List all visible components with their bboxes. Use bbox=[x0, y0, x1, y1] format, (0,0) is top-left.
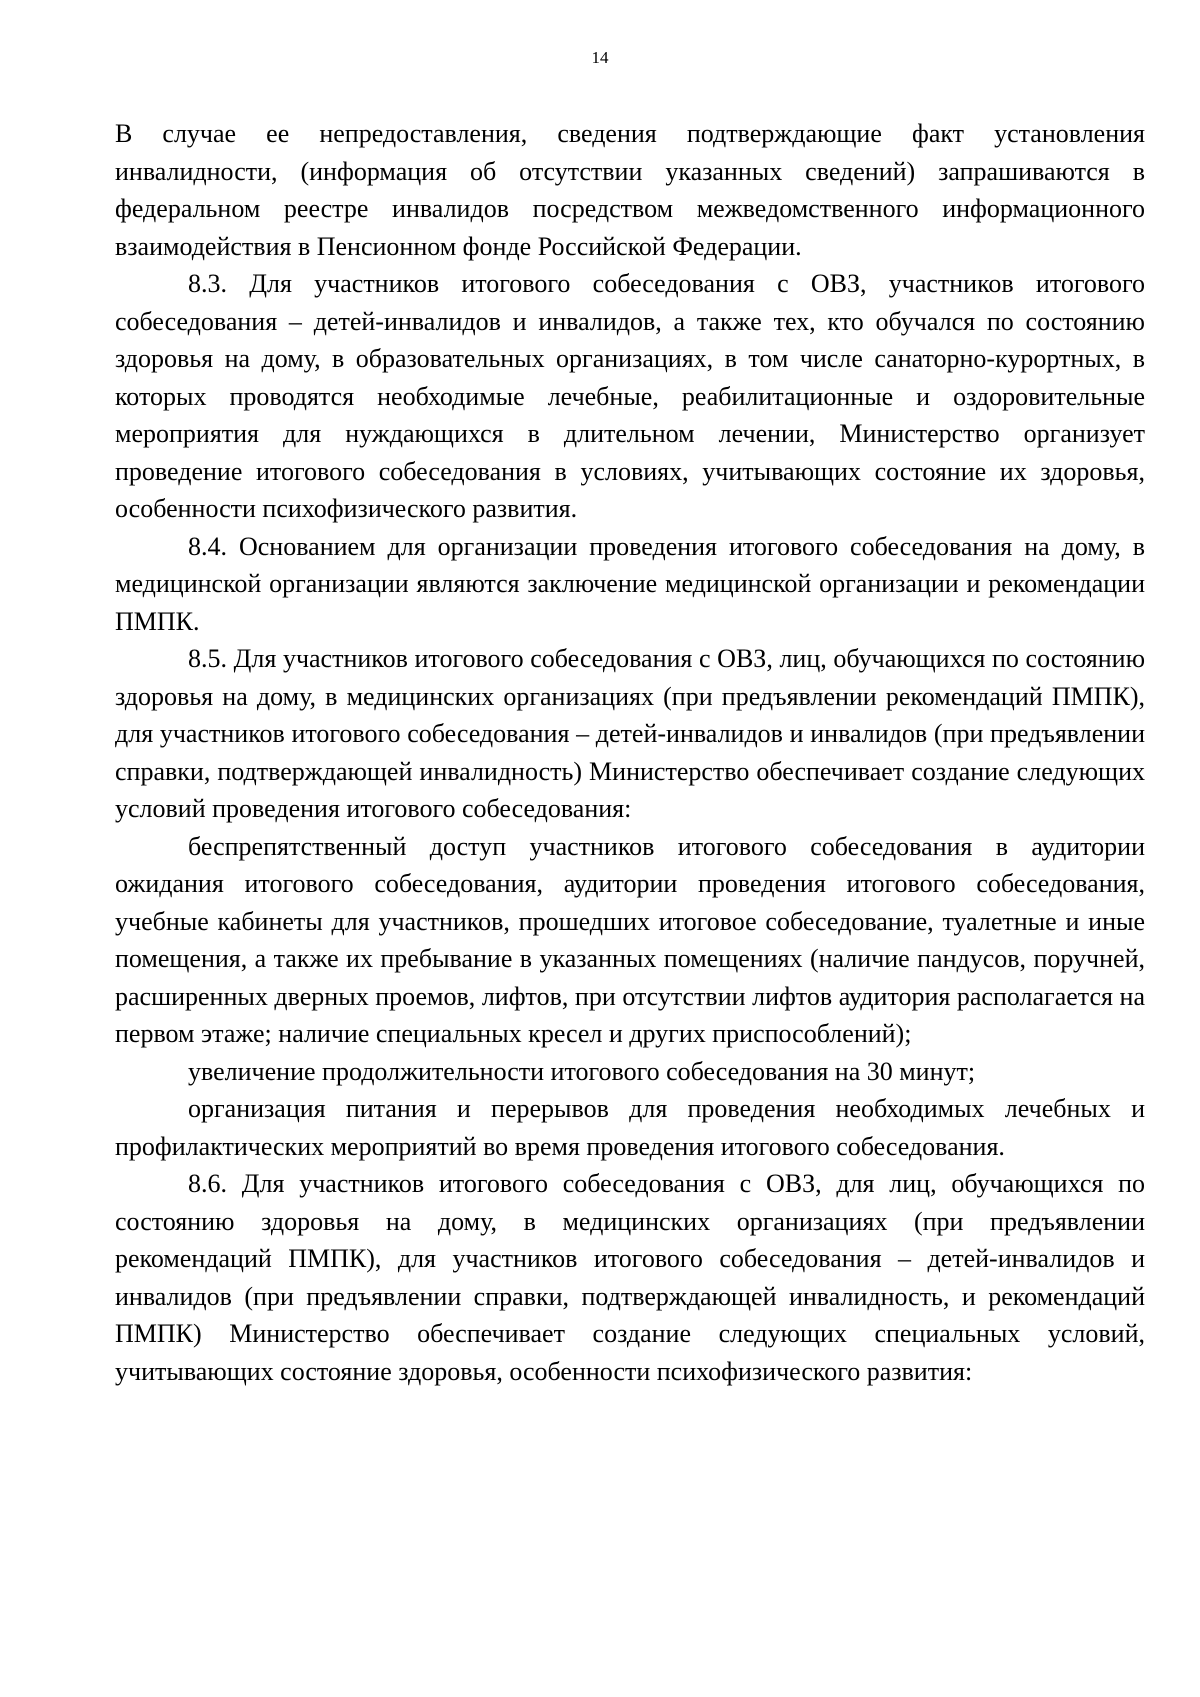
paragraph-access-conditions: беспрепятственный доступ участников итогового собеседования в аудитории ожидания итогового собеседования, аудитории проведения итогового собеседования, учебные кабинеты для участников, прошедших итоговое собеседование, туалетные и иные помещения, а также их пребывание в указанных помещениях (наличие пандусов, поручней, расширенных дверных проемов, лифтов, при отсутствии лифтов аудитория располагается на первом этаже; наличие специальных кресел и других приспособлений); bbox=[115, 831, 1145, 1048]
paragraph-extended-time: увеличение продолжительности итогового собеседования на 30 минут; bbox=[188, 1056, 976, 1086]
paragraph-meals-breaks: организация питания и перерывов для проведения необходимых лечебных и профилактических мероприятий во время проведения итогового собеседования. bbox=[115, 1094, 1145, 1161]
page-number: 14 bbox=[591, 48, 609, 67]
paragraph-8-3: 8.3. Для участников итогового собеседования с ОВЗ, участников итогового собеседования – детей-инвалидов и инвалидов, а также тех, кто обучался по состоянию здоровья на дому, в образовательных организациях, в том числе санаторно-курортных, в которых проводятся необходимые лечебные, реабилитационные и оздоровительные мероприятия для нуждающихся в длительном лечении, Министерство организует проведение итогового собеседования в условиях, учитывающих состояние их здоровья, особенности психофизического развития. bbox=[115, 269, 1145, 523]
paragraph-8-6: 8.6. Для участников итогового собеседования с ОВЗ, для лиц, обучающихся по состоянию здоровья на дому, в медицинских организациях (при предъявлении рекомендаций ПМПК), для участников итогового собеседования – детей-инвалидов и инвалидов (при предъявлении справки, подтверждающей инвалидность, и рекомендаций ПМПК) Министерство обеспечивает создание следующих специальных условий, учитывающих состояние здоровья, особенности психофизического развития: bbox=[115, 1169, 1145, 1386]
paragraph-disability-info: В случае ее непредоставления, сведения подтверждающие факт установления инвалидности, (информация об отсутствии указанных сведений) запрашиваются в федеральном реестре инвалидов посредством межведомственного информационного взаимодействия в Пенсионном фонде Российской Федерации. bbox=[115, 119, 1145, 261]
document-body bbox=[115, 115, 1145, 1390]
paragraph-8-5: 8.5. Для участников итогового собеседования с ОВЗ, лиц, обучающихся по состоянию здоровья на дому, в медицинских организациях (при предъявлении рекомендаций ПМПК), для участников итогового собеседования – детей-инвалидов и инвалидов (при предъявлении справки, подтверждающей инвалидность) Министерство обеспечивает создание следующих условий проведения итогового собеседования: bbox=[115, 644, 1145, 823]
paragraph-8-4: 8.4. Основанием для организации проведения итогового собеседования на дому, в медицинской организации являются заключение медицинской организации и рекомендации ПМПК. bbox=[115, 531, 1145, 636]
